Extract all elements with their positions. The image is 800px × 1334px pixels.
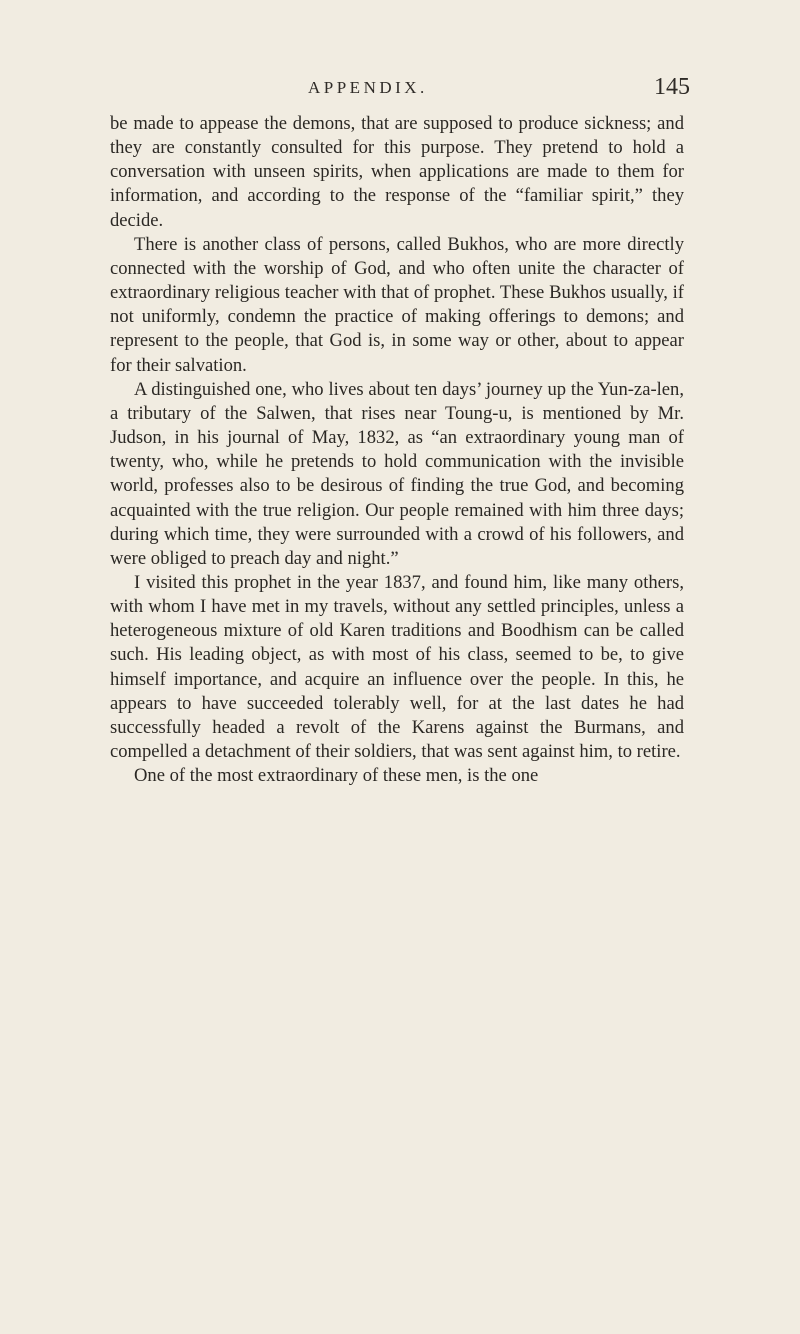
body-text: [110, 112, 684, 788]
running-head: [110, 74, 690, 108]
paragraph-visit-1837: I visited this prophet in the year 1837, and found him, like many others, with whom I have met in my travels, without any settled principles, unless a heterogeneous mixture of old Karen traditions and Boodhism can be called such. His leading object, as with most of his class, seemed to be, to give himself importance, and acquire an influence over the people. In this, he appears to have succeeded tolerably well, for at the last dates he had successfully headed a revolt of the Karens against the Burmans, and compelled a detachment of their soldiers, that was sent against him, to retire.: [110, 571, 684, 763]
page-number: 145: [654, 74, 690, 100]
paragraph-distinguished-prophet: A distinguished one, who lives about ten days’ journey up the Yun-za-len, a tributary of the Salwen, that rises near Toung-u, is mentioned by Mr. Judson, in his journal of May, 1832, as “an extraordinary young man of twenty, who, while he pretends to hold communication with the invisible world, professes also to be desirous of finding the true God, and becoming acquainted with the true religion. Our people remained with him three days; during which time, they were surrounded with a crowd of his followers, and were obliged to preach day and night.”: [110, 378, 684, 569]
paragraph-bukhos: There is another class of persons, called Bukhos, who are more directly connected with the worship of God, and who often unite the character of extraordinary religious teacher with that of prophet. These Bukhos usually, if not uniformly, condemn the practice of making offerings to demons; and represent to the people, that God is, in some way or other, about to appear for their salvation.: [110, 233, 684, 376]
paragraph-continuation: be made to appease the demons, that are supposed to produce sickness; and they are constantly consulted for this purpose. They pretend to hold a conversation with unseen spirits, when applications are made to them for information, and according to the response of the “familiar spirit,” they decide.: [110, 113, 684, 231]
paragraph-extraordinary-men: One of the most extraordinary of these men, is the one: [134, 765, 539, 787]
running-head-title: APPENDIX.: [308, 78, 428, 97]
